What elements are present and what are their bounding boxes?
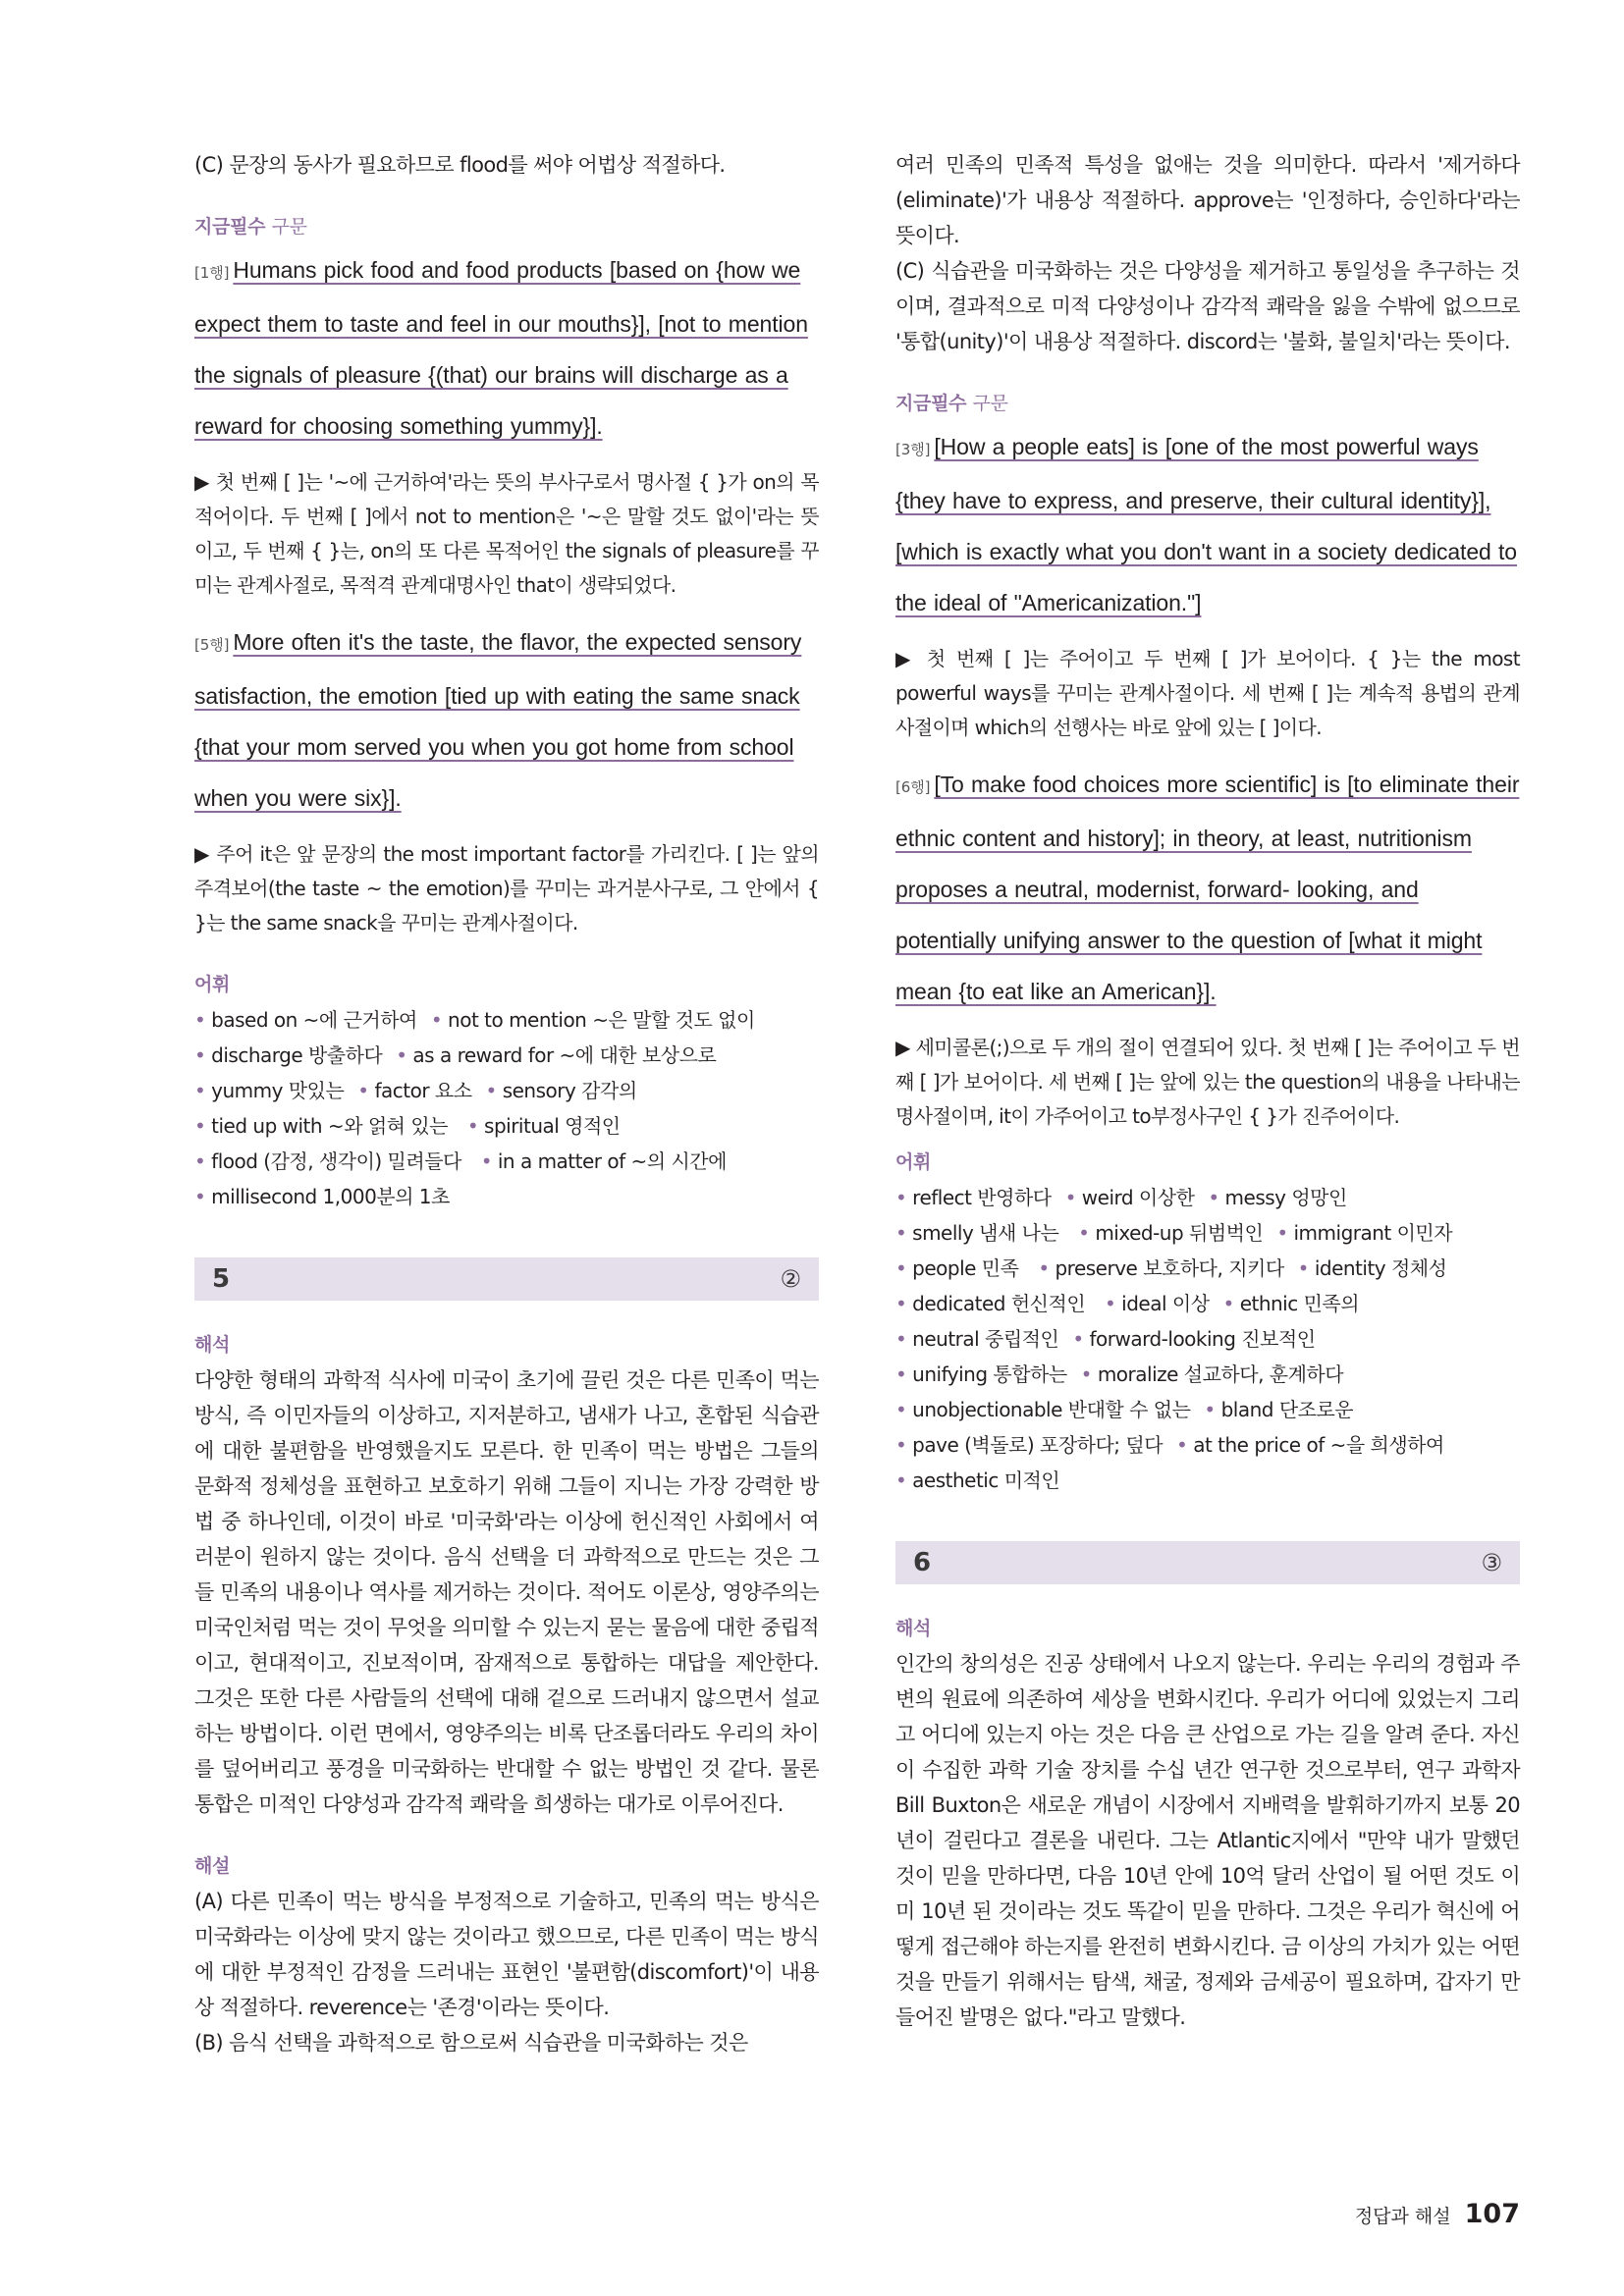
footer-label: 정답과 해설 <box>1354 2206 1451 2227</box>
note-2: ▶ 주어 it은 앞 문장의 the most important factor를 가리킨다. [ ]는 앞의 주격보어(the taste ~ the emotion)를 꾸미는 과거분사구로, 그 안에서 { }는 the same snack을 꾸미는 관계사절이다. <box>194 842 819 934</box>
explanation-b: (B) 음식 선택을 과학적으로 함으로써 식습관을 미국화하는 것은 <box>194 2031 748 2055</box>
answer-mark: ② <box>780 1265 801 1293</box>
explanation-c-end: (C) 문장의 동사가 필요하므로 flood를 써야 어법상 적절하다. <box>194 153 726 177</box>
vocab-list-2: • reflect 반영하다• weird 이상한• messy 엉망인• smelly 냄새 나는 • mixed-up 뒤범벅인• immigrant 이민자• people 민족 • preserve 보호하다, 지키다• identity 정체성• dedicated 헌신적인 • ideal 이상• ethnic 민족의• neutral 중립적인• forward-looking 진보적인 • unifying 통합하는• moralize 설교하다, 훈계하다 • unobjectionable 반대할 수 없는• bland 단조로운 • pave (벽돌로) 포장하다; 덮다• at the price of ~을 희생하여 • aesthetic 미적인 <box>895 1180 1520 1498</box>
note-4: ▶ 세미콜론(;)으로 두 개의 절이 연결되어 있다. 첫 번째 [ ]는 주어이고 두 번째 [ ]가 보어이다. 세 번째 [ ]는 앞에 있는 the question의 내용을 나타내는 명사절이며, it이 가주어이고 to부정사구인 { }가 진주어이다. <box>895 1036 1520 1128</box>
sentence-2: [5행] More often it's the taste, the flavor, the expected sensory satisfaction, the emotion [tied up with eating the same snack {that your mom served you when you got home from school when you were six}]. <box>194 629 802 811</box>
page-number: 107 <box>1464 2199 1520 2229</box>
sentence-4: [6행] [To make food choices more scientific] is [to eliminate their ethnic content and history]; in theory, at least, nutritionism proposes a neutral, modernist, forward- looking, and potentially unifying answer to the question of [what it might mean {to eat like an American}]. <box>895 772 1520 1004</box>
question-5-bar <box>194 1257 819 1301</box>
translation-heading: 해석 <box>194 1334 231 1356</box>
question-number-6: 6 <box>913 1548 932 1577</box>
explanation-c: (C) 식습관을 미국화하는 것은 다양성을 제거하고 통일성을 추구하는 것이며, 결과적으로 미적 다양성이나 감각적 쾌락을 잃을 수밖에 없으므로 '통합(unity)'이 내용상 적절하다. discord는 '불화, 불일치'라는 뜻이다. <box>895 259 1520 353</box>
vocab-heading: 어휘 <box>194 974 231 995</box>
sentence-3: [3행] [How a people eats] is [one of the most powerful ways {they have to express, and preserve, their cultural identity}], [which is exactly what you don't want in a society dedicated to the ideal of "Americanization."] <box>895 434 1517 615</box>
note-1: ▶ 첫 번째 [ ]는 '~에 근거하여'라는 뜻의 부사구로서 명사절 { }가 on의 목적어이다. 두 번째 [ ]에서 not to mention은 '~은 말할 것도 없이'라는 뜻이고, 두 번째 { }는, on의 또 다른 목적어인 the signals of pleasure를 꾸미는 관계사절로, 목적격 관계대명사인 that이 생략되었다. <box>194 470 819 597</box>
left-column <box>194 147 819 2060</box>
grammar-heading: 지금필수 구문 <box>194 216 307 238</box>
vocab-heading-2: 어휘 <box>895 1151 932 1173</box>
note-3: ▶ 첫 번째 [ ]는 주어이고 두 번째 [ ]가 보어이다. { }는 the most powerful ways를 꾸미는 관계사절이다. 세 번째 [ ]는 계속적 용법의 관계사절이며 which의 선행사는 바로 앞에 있는 [ ]이다. <box>895 647 1520 739</box>
sentence-1: [1행] Humans pick food and food products [based on {how we expect them to taste and feel in our mouths}], [not to mention the signals of pleasure {(that) our brains will discharge as a reward for choosing something yummy}]. <box>194 257 808 439</box>
explanation-a: (A) 다른 민족이 먹는 방식을 부정적으로 기술하고, 민족의 먹는 방식은 미국화라는 이상에 맞지 않는 것이라고 했으므로, 다른 민족이 먹는 방식에 대한 부정적인 감정을 드러내는 표현인 '불편함(discomfort)'이 내용상 적절하다. reverence는 '존경'이라는 뜻이다. <box>194 1890 819 2019</box>
explanation-heading: 해설 <box>194 1855 231 1877</box>
page-footer <box>1355 2199 1520 2229</box>
vocab-list: • based on ~에 근거하여• not to mention ~은 말할 것도 없이 • discharge 방출하다• as a reward for ~에 대한 보상으로 • yummy 맛있는• factor 요소• sensory 감각의• tied up with ~와 얽혀 있는 • spiritual 영적인• flood (감정, 생각이) 밀려들다 • in a matter of ~의 시간에• millisecond 1,000분의 1초 <box>194 1002 819 1214</box>
explanation-b-cont: 여러 민족의 민족적 특성을 없애는 것을 의미한다. 따라서 '제거하다(eliminate)'가 내용상 적절하다. approve는 '인정하다, 승인하다'라는 뜻이다. <box>895 153 1520 247</box>
question-number: 5 <box>212 1264 231 1294</box>
translation-heading-2: 해석 <box>895 1618 932 1639</box>
grammar-heading-2: 지금필수 구문 <box>895 393 1008 414</box>
right-column <box>895 147 1520 2035</box>
question-6-bar <box>895 1541 1520 1584</box>
translation-6: 인간의 창의성은 진공 상태에서 나오지 않는다. 우리는 우리의 경험과 주변의 원료에 의존하여 세상을 변화시킨다. 우리가 어디에 있었는지 그리고 어디에 있는지 아는 것은 다음 큰 산업으로 가는 길을 알려 준다. 자신이 수집한 과학 기술 장치를 수십 년간 연구한 것으로부터, 연구 과학자 Bill Buxton은 새로운 개념이 시장에서 지배력을 발휘하기까지 보통 20년이 걸린다고 결론을 내린다. 그는 Atlantic지에서 "만약 내가 말했던 것이 믿을 만하다면, 다음 10년 안에 10억 달러 산업이 될 어떤 것도 이미 10년 된 것이라는 것도 똑같이 믿을 만하다. 그것은 우리가 혁신에 어떻게 접근해야 하는지를 완전히 변화시킨다. 금 이상의 가치가 있는 어떤 것을 만들기 위해서는 탐색, 채굴, 정제와 금세공이 필요하며, 갑자기 만들어진 발명은 없다."라고 말했다. <box>895 1652 1520 2029</box>
translation-5: 다양한 형태의 과학적 식사에 미국이 초기에 끌린 것은 다른 민족이 먹는 방식, 즉 이민자들의 이상하고, 지저분하고, 냄새가 나고, 혼합된 식습관에 대한 불편함을 반영했을지도 모른다. 한 민족이 먹는 방법은 그들의 문화적 정체성을 표현하고 보호하기 위해 그들이 지니는 가장 강력한 방법 중 하나인데, 이것이 바로 '미국화'라는 이상에 헌신적인 사회에서 여러분이 원하지 않는 것이다. 음식 선택을 더 과학적으로 만드는 것은 그들 민족의 내용이나 역사를 제거하는 것이다. 적어도 이론상, 영양주의는 미국인처럼 먹는 것이 무엇을 의미할 수 있는지 묻는 물음에 대한 중립적이고, 현대적이고, 진보적이며, 잠재적으로 통합하는 대답을 제안한다. 그것은 또한 다른 사람들의 선택에 대해 겉으로 드러내지 않으면서 설교하는 방법이다. 이런 면에서, 영양주의는 비록 단조롭더라도 우리의 차이를 덮어버리고 풍경을 미국화하는 반대할 수 없는 방법인 것 같다. 물론 통합은 미적인 다양성과 감각적 쾌락을 희생하는 대가로 이루어진다. <box>194 1368 819 1816</box>
answer-mark-6: ③ <box>1481 1549 1502 1576</box>
